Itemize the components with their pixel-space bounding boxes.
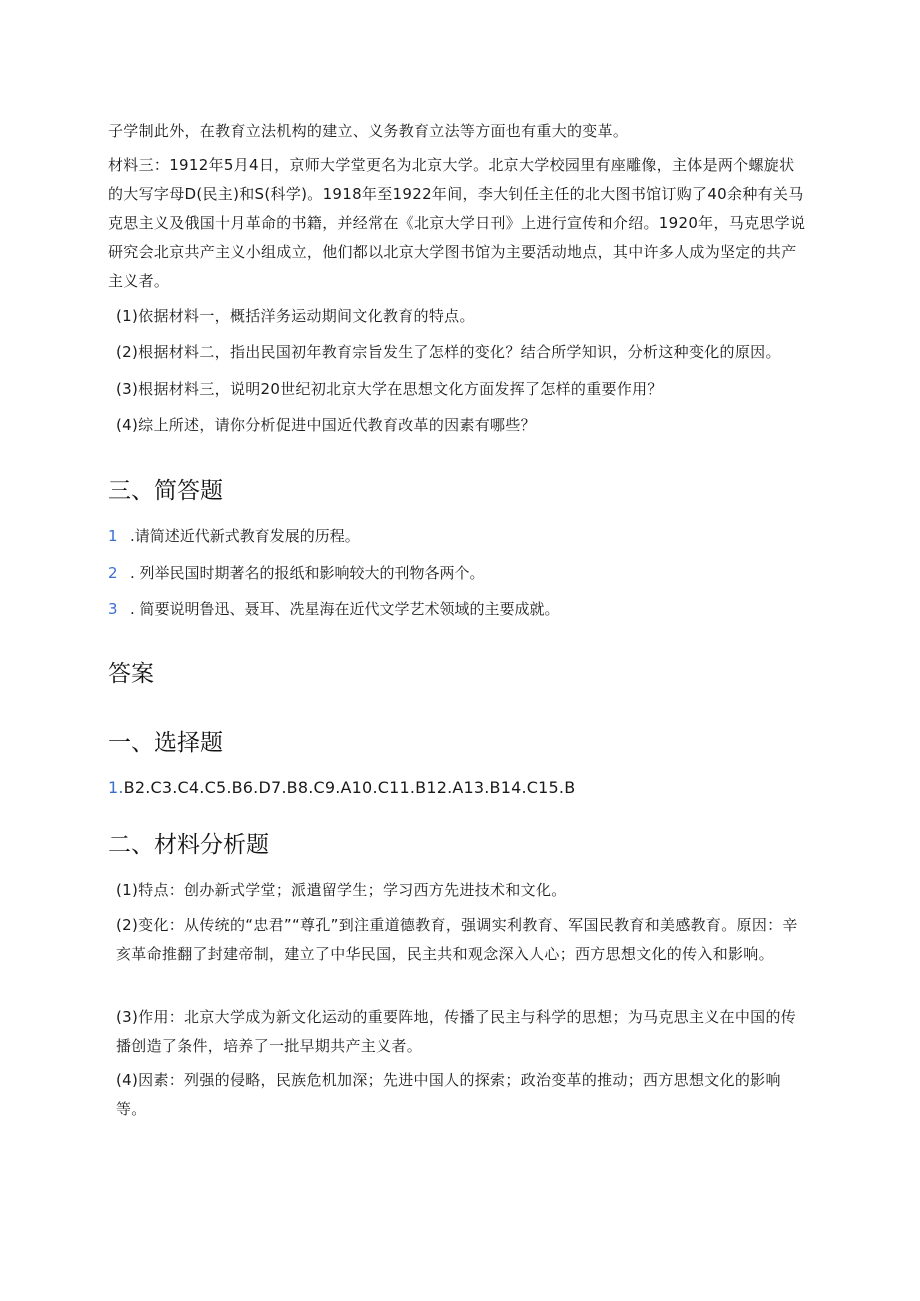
answer-section-one-heading: 一、选择题 (108, 730, 223, 756)
section-three-heading: 三、简答题 (108, 478, 223, 504)
question-1: (1)依据材料一，概括洋务运动期间文化教育的特点。 (116, 307, 475, 325)
question-2: (2)根据材料二，指出民国初年教育宗旨发生了怎样的变化？结合所学知识，分析这种变化的原因。 (116, 343, 781, 361)
short-answer-item-1 (108, 525, 360, 547)
intro-line: 子学制此外，在教育立法机构的建立、义务教育立法等方面也有重大的变革。 (108, 122, 629, 140)
answer-item-1: (1)特点：创办新式学堂；派遣留学生；学习西方先进技术和文化。 (116, 881, 567, 899)
item-text: . 列举民国时期著名的报纸和影响较大的刊物各两个。 (130, 564, 485, 582)
question-3: (3)根据材料三，说明20世纪初北京大学在思想文化方面发挥了怎样的重要作用？ (116, 380, 663, 398)
answer-heading: 答案 (108, 661, 154, 687)
short-answer-item-2 (108, 562, 485, 584)
material-three-paragraph: 材料三：1912年5月4日，京师大学堂更名为北京大学。北京大学校园里有座雕像，主体是两个螺旋状的大写字母D(民主)和S(科学)。1918年至1922年间，李大钊任主任的北大图书馆订购了40余种有关马克思主义及俄国十月革命的书籍，并经常在《北京大学日刊》上进行宣传和介绍。1920年，马克思学说研究会北京共产主义小组成立，他们都以北京大学图书馆为主要活动地点，其中许多人成为坚定的共产主义者。 (108, 156, 806, 290)
item-text: . 简要说明鲁迅、聂耳、冼星海在近代文学艺术领域的主要成就。 (130, 600, 560, 618)
item-text: .请简述近代新式教育发展的历程。 (130, 527, 360, 545)
item-number: 3 (108, 600, 118, 618)
question-4: (4)综上所述，请你分析促进中国近代教育改革的因素有哪些？ (116, 416, 536, 434)
answer-item-3: (3)作用：北京大学成为新文化运动的重要阵地，传播了民主与科学的思想；为马克思主义在中国的传播创造了条件，培养了一批早期共产主义者。 (116, 1008, 797, 1055)
item-number: 2 (108, 564, 118, 582)
answer-item-2: (2)变化：从传统的“忠君”“尊孔”到注重道德教育，强调实利教育、军国民教育和美感教育。原因：辛亥革命推翻了封建帝制，建立了中华民国，民主共和观念深入人心；西方思想文化的传入和影响。 (116, 916, 798, 963)
answer-item-4: (4)因素：列强的侵略，民族危机加深；先进中国人的探索；政治变革的推动；西方思想文化的影响等。 (116, 1071, 781, 1118)
item-number: 1 (108, 527, 118, 545)
answer-section-two-heading: 二、材料分析题 (108, 832, 269, 858)
short-answer-item-3 (108, 598, 560, 620)
answer-first-number: 1. (108, 778, 124, 797)
answer-sequence: B2.C3.C4.C5.B6.D7.B8.C9.A10.C11.B12.A13.B14.C15.B (123, 778, 576, 797)
multiple-choice-answers (108, 777, 575, 799)
